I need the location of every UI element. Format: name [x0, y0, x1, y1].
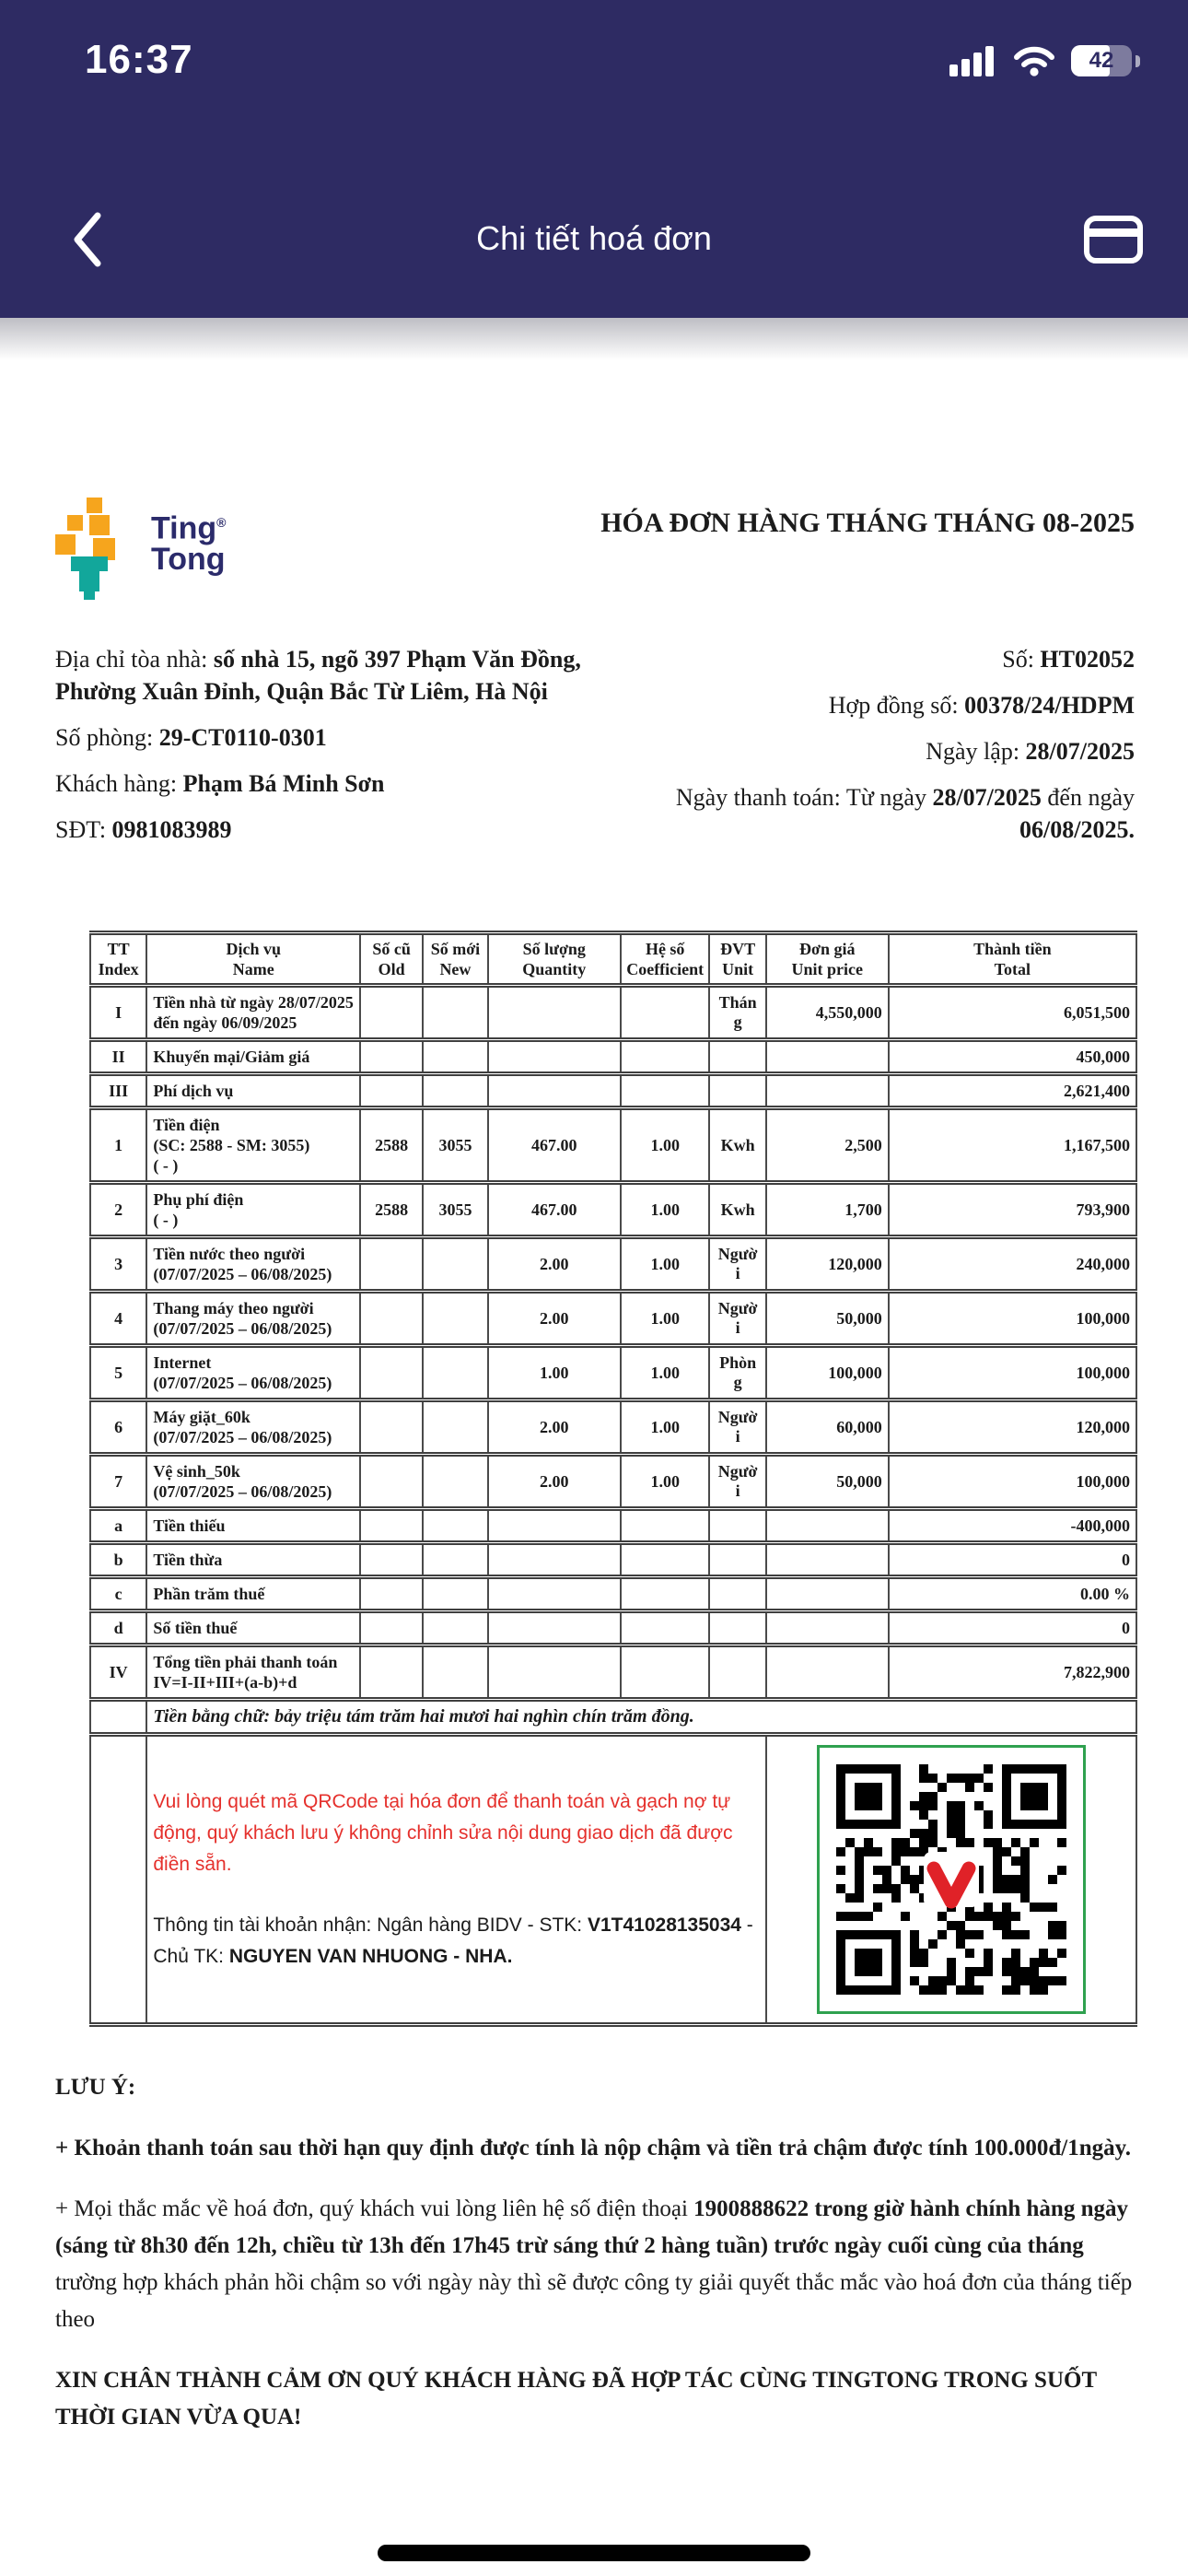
cell-name: Tổng tiền phải thanh toán IV=I-II+III+(a-b)+d: [146, 1645, 360, 1700]
text-segment: số nhà 15, ngõ 397 Phạm Văn Đồng, Phường Xuân Đỉnh, Quận Bắc Từ Liêm, Hà Nội: [55, 646, 581, 705]
cell-qty: [488, 1509, 621, 1543]
text-segment: đến ngày: [1041, 784, 1135, 811]
cell-price: [766, 1645, 889, 1700]
cell-idx: a: [90, 1509, 146, 1543]
text-segment: Khách hàng:: [55, 770, 183, 797]
cell-new: [423, 1237, 487, 1292]
cell-idx: 3: [90, 1237, 146, 1292]
column-header: Dịch vụ Name: [146, 933, 360, 986]
text-segment: + Mọi thắc mắc về hoá đơn, quý khách vui lòng liên hệ số điện thoại: [55, 2196, 694, 2221]
cell-qty: 2.00: [488, 1292, 621, 1346]
amount-in-words-value: bảy triệu tám trăm hai mươi hai nghìn chín trăm đồng.: [274, 1706, 694, 1727]
info-line: [55, 814, 608, 846]
cell-idx: IV: [90, 1645, 146, 1700]
column-header: TT Index: [90, 933, 146, 986]
wifi-icon: [1012, 44, 1056, 77]
column-header: Đơn giá Unit price: [766, 933, 889, 986]
tingtong-wordmark: Ting® Tong: [151, 510, 227, 578]
cell-coef: 1.00: [621, 1183, 710, 1237]
column-header: Số cũ Old: [360, 933, 423, 986]
cell-new: [423, 1645, 487, 1700]
cell-new: 3055: [423, 1183, 487, 1237]
cell-unit: [709, 1577, 765, 1611]
cell-price: [766, 1074, 889, 1108]
cell-unit: [709, 1040, 765, 1074]
cell-unit: Người: [709, 1400, 765, 1455]
text-segment: 28/07/2025: [1025, 738, 1135, 765]
cell-name: Máy giặt_60k (07/07/2025 – 06/08/2025): [146, 1400, 360, 1455]
info-line: [55, 767, 608, 800]
cell-price: 50,000: [766, 1292, 889, 1346]
table-row: [90, 1183, 1136, 1237]
info-line: [608, 689, 1135, 721]
battery-percent: 42: [1089, 48, 1114, 73]
cell-old: [360, 1645, 423, 1700]
text-segment: NGUYEN VAN NHUONG - NHA.: [228, 1946, 513, 1967]
column-header: Số mới New: [423, 933, 487, 986]
cell-new: 3055: [423, 1108, 487, 1183]
table-row: [90, 1577, 1136, 1611]
cell-empty: [90, 1735, 146, 2025]
text-segment: Phạm Bá Minh Sơn: [182, 770, 385, 797]
table-row: [90, 1400, 1136, 1455]
cell-name: Tiền thiếu: [146, 1509, 360, 1543]
status-time: 16:37: [85, 37, 193, 82]
cell-name: Tiền thừa: [146, 1543, 360, 1577]
cell-total: 0: [889, 1543, 1136, 1577]
invoice-notes: [55, 2069, 1135, 2436]
invoice-info: [55, 643, 1135, 860]
cell-coef: [621, 1577, 710, 1611]
cell-unit: Người: [709, 1237, 765, 1292]
cell-name: Số tiền thuế: [146, 1611, 360, 1645]
cell-qty: [488, 1577, 621, 1611]
info-line: [55, 643, 608, 708]
cell-new: [423, 1040, 487, 1074]
column-header: Số lượng Quantity: [488, 933, 621, 986]
table-row: [90, 1543, 1136, 1577]
text-segment: Hợp đồng số:: [828, 692, 965, 719]
notes-heading: LƯU Ý:: [55, 2075, 136, 2100]
battery-icon: [1071, 45, 1132, 76]
cell-idx: 1: [90, 1108, 146, 1183]
cell-price: 100,000: [766, 1346, 889, 1400]
cell-new: [423, 1611, 487, 1645]
cell-price: [766, 1509, 889, 1543]
table-row: [90, 1455, 1136, 1509]
cell-total: 1,167,500: [889, 1108, 1136, 1183]
cell-idx: c: [90, 1577, 146, 1611]
cell-total: 0: [889, 1611, 1136, 1645]
cell-qty: [488, 986, 621, 1040]
cell-total: 240,000: [889, 1237, 1136, 1292]
cell-name: Tiền nhà từ ngày 28/07/2025 đến ngày 06/09/2025: [146, 986, 360, 1040]
info-line: [608, 781, 1135, 846]
cell-old: [360, 1292, 423, 1346]
cell-name: Khuyến mại/Giảm giá: [146, 1040, 360, 1074]
cell-total: 0.00 %: [889, 1577, 1136, 1611]
cell-unit: Kwh: [709, 1108, 765, 1183]
invoice-header: [55, 498, 1135, 601]
cell-name: Tiền nước theo người (07/07/2025 – 06/08/2025): [146, 1237, 360, 1292]
cell-idx: III: [90, 1074, 146, 1108]
cell-total: -400,000: [889, 1509, 1136, 1543]
cell-new: [423, 1292, 487, 1346]
invoice-info-right: [608, 643, 1135, 860]
cell-name: Phụ phí điện ( - ): [146, 1183, 360, 1237]
cell-unit: Tháng: [709, 986, 765, 1040]
cell-unit: Người: [709, 1292, 765, 1346]
text-segment: Số phòng:: [55, 724, 159, 751]
cell-old: [360, 1509, 423, 1543]
cell-total: 100,000: [889, 1455, 1136, 1509]
invoice-info-left: [55, 643, 608, 860]
cell-unit: [709, 1509, 765, 1543]
cell-coef: 1.00: [621, 1346, 710, 1400]
info-line: [608, 643, 1135, 675]
cell-old: [360, 1455, 423, 1509]
cell-price: 120,000: [766, 1237, 889, 1292]
cell-old: [360, 1543, 423, 1577]
text-segment: Ngày thanh toán: Từ ngày: [675, 784, 933, 811]
cell-qty: [488, 1611, 621, 1645]
text-segment: XIN CHÂN THÀNH CẢM ƠN QUÝ KHÁCH HÀNG ĐÃ HỢP TÁC CÙNG TINGTONG TRONG SUỐT THỜI GIAN VỪA QUA!: [55, 2368, 1097, 2430]
cell-idx: 7: [90, 1455, 146, 1509]
cell-qty: 467.00: [488, 1183, 621, 1237]
table-row: [90, 1292, 1136, 1346]
cell-total: 7,822,900: [889, 1645, 1136, 1700]
thank-you-message: [55, 2362, 1135, 2436]
text-segment: HT02052: [1040, 646, 1135, 673]
cell-unit: [709, 1611, 765, 1645]
cell-unit: Phòng: [709, 1346, 765, 1400]
text-segment: 0981083989: [111, 816, 232, 843]
cell-price: [766, 1611, 889, 1645]
cell-price: [766, 1577, 889, 1611]
table-row: [90, 1040, 1136, 1074]
cell-name: Internet (07/07/2025 – 06/08/2025): [146, 1346, 360, 1400]
table-row: [90, 1108, 1136, 1183]
invoice-card-button[interactable]: [1083, 214, 1144, 265]
cell-total: 793,900: [889, 1183, 1136, 1237]
table-row: [90, 1509, 1136, 1543]
cell-coef: [621, 1074, 710, 1108]
table-row: [90, 1611, 1136, 1645]
tingtong-logo: [55, 498, 359, 601]
amount-in-words-row: [90, 1700, 1136, 1735]
column-header: Hệ số Coefficient: [621, 933, 710, 986]
cell-old: [360, 986, 423, 1040]
cell-new: [423, 1074, 487, 1108]
text-segment: Số:: [1002, 646, 1041, 673]
column-header: Thành tiền Total: [889, 933, 1136, 986]
cell-name: Tiền điện (SC: 2588 - SM: 3055) ( - ): [146, 1108, 360, 1183]
cell-coef: [621, 986, 710, 1040]
cell-qty: 467.00: [488, 1108, 621, 1183]
cell-old: [360, 1346, 423, 1400]
cell-price: 50,000: [766, 1455, 889, 1509]
cell-unit: Kwh: [709, 1183, 765, 1237]
cell-old: [360, 1237, 423, 1292]
cell-qty: 2.00: [488, 1237, 621, 1292]
cell-coef: 1.00: [621, 1237, 710, 1292]
cell-price: 60,000: [766, 1400, 889, 1455]
cell-new: [423, 1400, 487, 1455]
cell-idx: 4: [90, 1292, 146, 1346]
cell-coef: [621, 1509, 710, 1543]
cell-new: [423, 1346, 487, 1400]
text-segment: trường hợp khách phản hồi chậm so với ngày này thì sẽ được công ty giải quyết thắc mắc vào hoá đơn của tháng tiếp theo: [55, 2270, 1133, 2332]
cell-idx: 5: [90, 1346, 146, 1400]
cell-idx: b: [90, 1543, 146, 1577]
invoice-document: [0, 318, 1188, 2460]
cell-new: [423, 986, 487, 1040]
cell-qty: [488, 1543, 621, 1577]
cell-new: [423, 1455, 487, 1509]
cell-new: [423, 1509, 487, 1543]
text-segment: 1900888622 trong giờ hành chính hàng ngày (sáng từ 8h30 đến 12h, chiều từ 13h đến 17h45 trừ sáng thứ 2 hàng tuần): [55, 2196, 1128, 2258]
cell-unit: [709, 1074, 765, 1108]
cell-name: Phí dịch vụ: [146, 1074, 360, 1108]
note-hotline: [55, 2191, 1135, 2338]
invoice-table: [89, 931, 1137, 2027]
cell-new: [423, 1577, 487, 1611]
cell-coef: 1.00: [621, 1108, 710, 1183]
qr-warning-text: Vui lòng quét mã QRCode tại hóa đơn để thanh toán và gạch nợ tự động, quý khách lưu ý không chỉnh sửa nội dung giao dịch đã được điền sẵn.: [153, 1791, 733, 1875]
cell-total: 450,000: [889, 1040, 1136, 1074]
home-indicator[interactable]: [378, 2545, 810, 2561]
cell-total: 100,000: [889, 1346, 1136, 1400]
cell-coef: [621, 1543, 710, 1577]
invoice-title: HÓA ĐƠN HÀNG THÁNG THÁNG 08-2025: [600, 508, 1135, 538]
note-late-payment: [55, 2130, 1135, 2167]
battery-nub-icon: [1136, 55, 1140, 67]
cell-old: [360, 1074, 423, 1108]
cell-qty: [488, 1645, 621, 1700]
cell-coef: 1.00: [621, 1400, 710, 1455]
cell-idx: 2: [90, 1183, 146, 1237]
status-icons: [949, 44, 1140, 77]
cell-coef: [621, 1611, 710, 1645]
text-segment: 29-CT0110-0301: [158, 724, 327, 751]
cell-price: 4,550,000: [766, 986, 889, 1040]
text-segment: SĐT:: [55, 816, 112, 843]
table-row: [90, 986, 1136, 1040]
info-line: [608, 735, 1135, 767]
table-row: [90, 1237, 1136, 1292]
tingtong-logo-icon: [55, 498, 140, 601]
cell-idx: I: [90, 986, 146, 1040]
cell-new: [423, 1543, 487, 1577]
cell-price: [766, 1543, 889, 1577]
app-header: [0, 0, 1188, 318]
cell-unit: Người: [709, 1455, 765, 1509]
cell-coef: [621, 1040, 710, 1074]
cell-idx: II: [90, 1040, 146, 1074]
amount-in-words: [146, 1700, 1136, 1735]
cell-total: 120,000: [889, 1400, 1136, 1455]
cell-idx: 6: [90, 1400, 146, 1455]
cell-old: [360, 1611, 423, 1645]
text-segment: 28/07/2025: [932, 784, 1042, 811]
cell-price: 2,500: [766, 1108, 889, 1183]
payment-instructions: [146, 1735, 765, 2025]
bank-account-text: [153, 1910, 759, 1973]
cell-empty: [90, 1700, 146, 1735]
cell-total: 2,621,400: [889, 1074, 1136, 1108]
qr-cell: [766, 1735, 1136, 2025]
table-header-row: [90, 933, 1136, 986]
cell-unit: [709, 1543, 765, 1577]
cell-old: 2588: [360, 1183, 423, 1237]
cell-coef: [621, 1645, 710, 1700]
cell-unit: [709, 1645, 765, 1700]
cellular-signal-icon: [949, 44, 997, 77]
cell-total: 100,000: [889, 1292, 1136, 1346]
text-segment: trước ngày cuối cùng của tháng: [774, 2233, 1084, 2258]
cell-price: 1,700: [766, 1183, 889, 1237]
qr-code: [817, 1745, 1086, 2014]
cell-old: [360, 1400, 423, 1455]
text-segment: 06/08/2025.: [1019, 816, 1135, 843]
cell-name: Vệ sinh_50k (07/07/2025 – 06/08/2025): [146, 1455, 360, 1509]
cell-qty: 1.00: [488, 1346, 621, 1400]
table-row: [90, 1346, 1136, 1400]
text-segment: Địa chỉ tòa nhà:: [55, 646, 214, 673]
table-row: [90, 1645, 1136, 1700]
registered-mark: ®: [216, 515, 227, 530]
text-segment: 00378/24/HDPM: [964, 692, 1135, 719]
table-row: [90, 1074, 1136, 1108]
cell-old: [360, 1040, 423, 1074]
cell-idx: d: [90, 1611, 146, 1645]
cell-price: [766, 1040, 889, 1074]
text-segment: Ngày lập:: [926, 738, 1026, 765]
cell-qty: 2.00: [488, 1400, 621, 1455]
cell-name: Thang máy theo người (07/07/2025 – 06/08/2025): [146, 1292, 360, 1346]
cell-qty: 2.00: [488, 1455, 621, 1509]
text-segment: - Chủ TK:: [153, 1914, 753, 1967]
qr-row: [90, 1735, 1136, 2025]
cell-coef: 1.00: [621, 1455, 710, 1509]
text-segment: V1T41028135034: [587, 1914, 741, 1936]
cell-coef: 1.00: [621, 1292, 710, 1346]
cell-qty: [488, 1074, 621, 1108]
page-title: Chi tiết hoá đơn: [476, 219, 712, 257]
cell-total: 6,051,500: [889, 986, 1136, 1040]
cell-old: [360, 1577, 423, 1611]
text-segment: Thông tin tài khoản nhận: Ngân hàng BIDV - STK:: [153, 1914, 588, 1936]
cell-name: Phần trăm thuế: [146, 1577, 360, 1611]
cell-qty: [488, 1040, 621, 1074]
cell-old: 2588: [360, 1108, 423, 1183]
column-header: ĐVT Unit: [709, 933, 765, 986]
amount-in-words-label: Tiền bằng chữ:: [153, 1706, 275, 1727]
text-segment: + Khoản thanh toán sau thời hạn quy định được tính là nộp chậm và tiền trả chậm được tính 100.000đ/1ngày.: [55, 2136, 1132, 2160]
info-line: [55, 721, 608, 754]
